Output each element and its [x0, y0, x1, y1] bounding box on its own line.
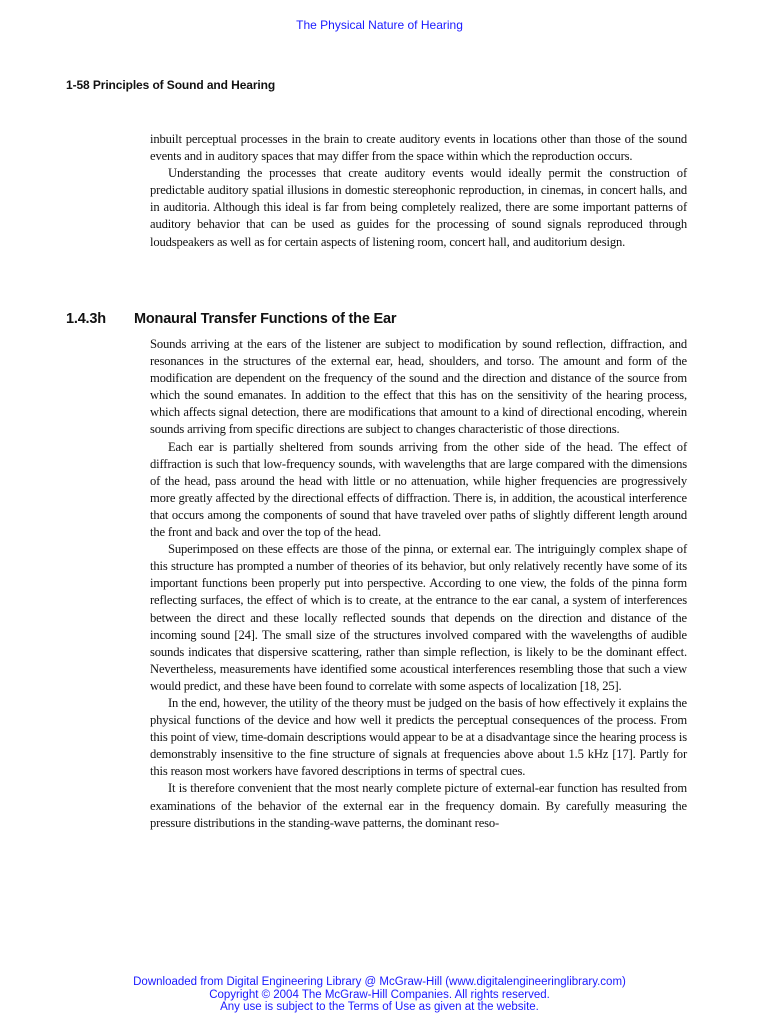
section-paragraph-2: Each ear is partially sheltered from sounds arriving from the other side of the head. The effect of diffraction is such that low-frequency sounds, with wavelengths that are large compared with the dimensions of the head, pass around the head with little or no attenuation, while higher frequencies are progressively more greatly affected by the directional effects of diffraction. There is, in addition, the acoustical interference that occurs among the components of sound that have traveled over paths of slightly different length around the front and back and over the top of the head.: [150, 439, 687, 540]
footer: [0, 976, 759, 1014]
footer-copyright: Copyright © 2004 The McGraw-Hill Companies. All rights reserved.: [209, 988, 550, 1001]
section-paragraph-1: Sounds arriving at the ears of the listener are subject to modification by sound reflection, diffraction, and resonances in the structures of the external ear, head, shoulders, and torso. The amount and form of the modification are dependent on the frequency of the sound and the direction and distance of the source from which the sound emanates. In addition to the effect that this has on the sensitivity of the hearing process, which affects signal detection, there are modifications that amount to a kind of directional encoding, wherein sounds arriving from specific directions are subject to changes characteristic of those directions.: [150, 337, 687, 437]
footer-download-link[interactable]: Downloaded from Digital Engineering Library @ McGraw-Hill (www.digitalengineeringlibrary.com): [133, 976, 626, 988]
section-paragraph-5: It is therefore convenient that the most nearly complete picture of external-ear function has resulted from examinations of the behavior of the external ear in the frequency domain. By carefully measuring the pressure distributions in the standing-wave patterns, the dominant reso-: [150, 781, 687, 830]
section-paragraph-4: In the end, however, the utility of the theory must be judged on the basis of how effectively it explains the physical functions of the device and how well it predicts the perceptual consequences of the process. From this point of view, time-domain descriptions would appear to be at a disadvantage since the hearing process is demonstrably insensitive to the fine structure of signals at frequencies above about 1.5 kHz [17]. Partly for this reason most workers have favored descriptions in terms of spectral cues.: [150, 695, 687, 779]
section-number: 1.4.3h: [66, 311, 106, 327]
footer-terms-link[interactable]: Any use is subject to the Terms of Use as given at the website.: [220, 1001, 539, 1013]
intro-paragraph-1: inbuilt perceptual processes in the brain to create auditory events in locations other than those of the sound events and in auditory spaces that may differ from the space within which the reproduction occurs.: [150, 132, 687, 164]
section-paragraph-3: Superimposed on these effects are those of the pinna, or external ear. The intriguingly complex shape of this structure has prompted a number of theories of its behavior, but only relatively recently have some of its important functions been properly put into perspective. According to one view, the folds of the pinna form reflecting surfaces, the effect of which is to create, at the entrance to the ear canal, a system of interferences between the direct and these locally reflected sounds that depends on the direction and distance of the incoming sound [24]. The small size of the structures involved compared with the wavelengths of audible sounds indicates that dispersive scattering, rather than simple reflection, is likely to be the dominant effect. Nevertheless, measurements have identified some acoustical interferences resembling those that such a view would predict, and these have been found to correlate with some aspects of localization [18, 25].: [150, 542, 687, 693]
section-heading: [66, 310, 396, 328]
section-body: [150, 336, 687, 832]
running-head: 1-58 Principles of Sound and Hearing: [66, 78, 276, 92]
intro-paragraph-2: Understanding the processes that create auditory events would ideally permit the construction of predictable auditory spatial illusions in domestic stereophonic reproduction, in cinemas, in concert halls, and in auditoria. Although this ideal is far from being completely realized, there are some important patterns of auditory behavior that can be used as guides for the processing of sound signals reproduced through loudspeakers as well as for certain aspects of listening room, concert hall, and auditorium design.: [150, 166, 687, 249]
intro-text-block: [150, 131, 687, 251]
chapter-title-link[interactable]: The Physical Nature of Hearing: [296, 18, 463, 32]
section-title: Monaural Transfer Functions of the Ear: [134, 311, 397, 327]
